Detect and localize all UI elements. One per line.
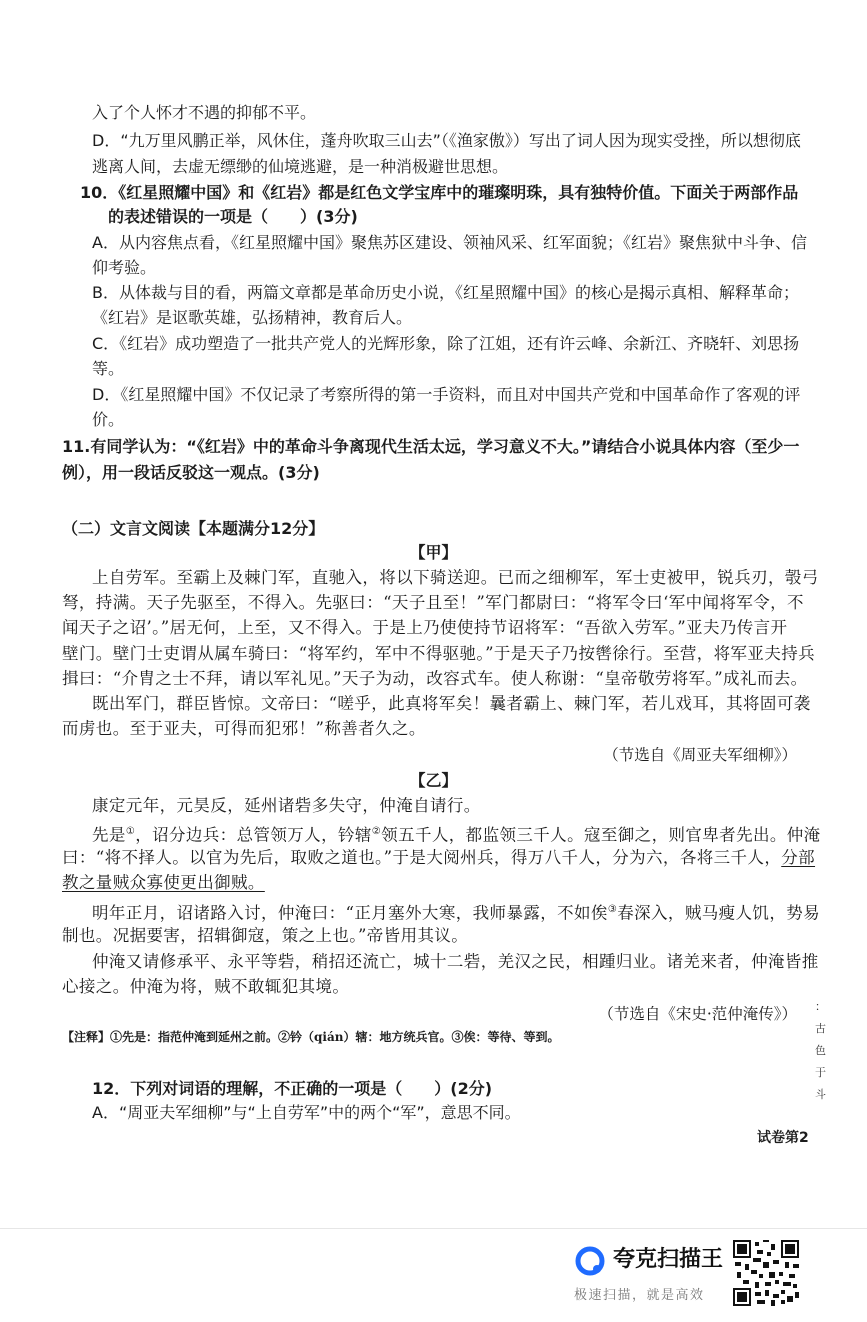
yi-line-6: 制也。况据要害，招辑御寇，策之上也。”帝皆用其议。 bbox=[62, 926, 469, 945]
jia-heading: 【甲】 bbox=[409, 543, 458, 562]
q11-stem-line1: 11.有同学认为：“《红岩》中的革命斗争离现代生活太远，学习意义不大。”请结合小说具体内容（至少一 bbox=[62, 437, 800, 456]
yi-line-5: 明年正月，诏诸路入讨，仲淹曰：“正月塞外大寒，我师暴露，不如俟③春深入，贼马瘦人饥，势易 bbox=[92, 903, 821, 923]
margin-marks: ： 古 色 于 斗 bbox=[815, 1000, 826, 1101]
page-number: 试卷第2 bbox=[757, 1130, 809, 1146]
quark-logo-icon bbox=[575, 1245, 607, 1277]
yi-source: （节选自《宋史·范仲淹传》） bbox=[598, 1005, 797, 1023]
jia-source: （节选自《周亚夫军细柳》） bbox=[603, 746, 797, 764]
q11-stem-line2: 例），用一段话反驳这一观点。(3分) bbox=[62, 463, 320, 482]
q10-option-c-line2: 等。 bbox=[92, 359, 125, 378]
q10-option-d-line1: D．《红星照耀中国》不仅记录了考察所得的第一手资料，而且对中国共产党和中国革命作了客观的评 bbox=[92, 385, 801, 404]
yi-line-3: 曰：“将不择人。以官为先后，取败之道也。”于是大阅州兵，得万八千人，分为六，各将三千人，分部 bbox=[62, 848, 816, 867]
q12-option-a: A．“周亚夫军细柳”与“上自劳军”中的两个“军”，意思不同。 bbox=[92, 1103, 521, 1122]
q9-option-d-line2: 逃离人间，去虚无缥缈的仙境逃避，是一种消极避世思想。 bbox=[92, 157, 509, 176]
underlined-sentence-part1: 分部 bbox=[781, 848, 816, 867]
note-mark-3: ③ bbox=[607, 904, 618, 915]
q9-option-d-line1: D．“九万里风鹏正举，风休住，蓬舟吹取三山去”（《渔家傲》）写出了词人因为现实受挫，所以想彻底 bbox=[92, 131, 801, 150]
q10-option-a-line1: A．从内容焦点看，《红星照耀中国》聚焦苏区建设、领袖风采、红军面貌；《红岩》聚焦狱中斗争、信 bbox=[92, 233, 807, 252]
q10-stem-line2: 的表述错误的一项是（ ）(3分) bbox=[108, 207, 358, 226]
jia-line-6: 既出军门，群臣皆惊。文帝曰：“嗟乎，此真将军矣！曩者霸上、棘门军，若儿戏耳，其将固可袭 bbox=[92, 694, 811, 713]
jia-line-1: 上自劳军。至霸上及棘门军，直驰入，将以下骑送迎。已而之细柳军，军士吏被甲，锐兵刃，彀弓 bbox=[92, 568, 819, 587]
q10-option-c-line1: C．《红岩》成功塑造了一批共产党人的光辉形象，除了江姐，还有许云峰、余新江、齐晓轩、刘思扬 bbox=[92, 334, 800, 353]
jia-line-5: 揖曰：“介胄之士不拜，请以军礼见。”天子为动，改容式车。使人称谢：“皇帝敬劳将军。”成礼而去。 bbox=[62, 669, 808, 688]
jia-line-7: 而虏也。至于亚夫，可得而犯邪！”称善者久之。 bbox=[62, 719, 426, 738]
q10-option-b-line1: B．从体裁与目的看，两篇文章都是革命历史小说，《红星照耀中国》的核心是揭示真相、解释革命； bbox=[92, 283, 799, 302]
yi-heading: 【乙】 bbox=[409, 771, 458, 790]
jia-line-2: 弩，持满。天子先驱至，不得入。先驱曰：“天子且至！”军门都尉曰：“将军令曰‘军中闻将军令，不 bbox=[62, 593, 804, 612]
q10-option-b-line2: 《红岩》是讴歌英雄，弘扬精神，教育后人。 bbox=[92, 308, 413, 327]
note-mark-2: ② bbox=[371, 826, 382, 837]
brand-name: 夸克扫描王 bbox=[613, 1247, 724, 1272]
top-line: 入了个人怀才不遇的抑郁不平。 bbox=[92, 103, 317, 122]
annotations: 【注释】①先是：指范仲淹到延州之前。②钤（qián）辖：地方统兵官。③俟：等待、等到。 bbox=[62, 1030, 560, 1044]
jia-line-3: 闻天子之诏’。”居无何，上至，又不得入。于是上乃使使持节诏将军：“吾欲入劳军。”亚夫乃传言开 bbox=[62, 618, 788, 637]
underlined-sentence-part2: 教之量贼众寡使更出御贼。 bbox=[62, 873, 265, 892]
q10-stem-line1: 10．《红星照耀中国》和《红岩》都是红色文学宝库中的璀璨明珠，具有独特价值。下面关于两部作品 bbox=[80, 183, 799, 202]
jia-line-4: 壁门。壁门士吏谓从属车骑曰：“将军约，军中不得驱驰。”于是天子乃按辔徐行。至营，将军亚夫持兵 bbox=[62, 644, 816, 663]
yi-line-1: 康定元年，元昊反，延州诸砦多失守，仲淹自请行。 bbox=[92, 796, 481, 815]
yi-line-2: 先是①，诏分边兵：总管领万人，钤辖②领五千人，都监领三千人。寇至御之，则官卑者先出。仲淹 bbox=[92, 825, 821, 845]
brand-slogan: 极速扫描，就是高效 bbox=[574, 1288, 705, 1303]
q10-option-a-line2: 仰考验。 bbox=[92, 258, 157, 277]
note-mark-1: ① bbox=[125, 826, 136, 837]
q10-option-d-line2: 价。 bbox=[92, 410, 125, 429]
q12-stem: 12．下列对词语的理解，不正确的一项是（ ）(2分) bbox=[92, 1079, 493, 1098]
section-2-title: （二）文言文阅读【本题满分12分】 bbox=[62, 519, 325, 538]
footer-divider bbox=[0, 1228, 867, 1229]
yi-line-8: 心接之。仲淹为将，贼不敢辄犯其境。 bbox=[62, 977, 350, 996]
yi-line-7: 仲淹又请修承平、永平等砦，稍招还流亡，城十二砦，羌汉之民，相踵归业。诸羌来者，仲淹皆推 bbox=[92, 952, 819, 971]
qr-code-icon bbox=[733, 1240, 799, 1306]
